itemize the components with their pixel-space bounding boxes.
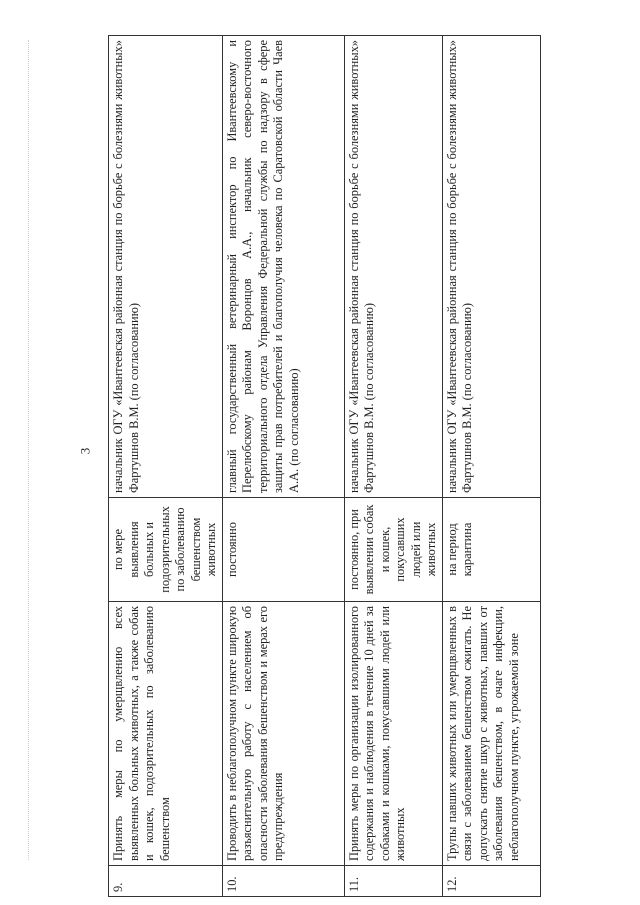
row-number: 12. <box>442 866 540 897</box>
responsible-cell: начальник ОГУ «Ивантеевская районная станция по борьбе с болезнями животных» Фартушнов В.М. (по согласованию) <box>442 36 540 498</box>
row-number: 11. <box>344 866 442 897</box>
table-row <box>109 36 223 897</box>
term-cell: постоянно, при выявлении собак и кошек, покусавших людей или животных <box>344 498 442 602</box>
action-cell: Принять меры по организации изолированного содержания и наблюдения в течение 10 дней за собаками и кошками, покусавшими людей или животных <box>344 602 442 866</box>
rotated-table-container <box>108 35 520 897</box>
margin-dotted-line <box>28 40 31 860</box>
action-cell: Принять меры по умерщвлению всех выявленных больных животных, а также собак и кошек, подозрительных по заболеванию бешенством <box>109 602 223 866</box>
term-cell: на период карантина <box>442 498 540 602</box>
responsible-cell: начальник ОГУ «Ивантеевская районная станция по борьбе с болезнями животных» Фартушнов В.М. (по согласованию) <box>344 36 442 498</box>
page-number: 3 <box>77 447 93 455</box>
row-number: 9. <box>109 866 223 897</box>
action-cell: Проводить в неблагополучном пункте широкую разъяснительную работу с населением об опасности заболевания бешенством и мерах его предупреждения <box>222 602 344 866</box>
measures-table <box>108 35 541 897</box>
term-cell: постоянно <box>222 498 344 602</box>
term-cell: по мере выявления больных и подозрительных по заболеванию бешенством животных <box>109 498 223 602</box>
row-number: 10. <box>222 866 344 897</box>
responsible-cell: главный государственный ветеринарный инспектор по Ивантеевскому и Перелюбскому районам Воронцов А.А., начальник северо-восточного территориального отдела Управления Федеральной службы по надзору в сфере защиты прав потребителей и благополучия человека по Саратовской области Чаев А.А. (по согласованию) <box>222 36 344 498</box>
table-row <box>344 36 442 897</box>
responsible-cell: начальник ОГУ «Ивантеевская районная станция по борьбе с болезнями животных» Фартушнов В.М. (по согласованию) <box>109 36 223 498</box>
action-cell: Трупы павших животных или умерщвленных в связи с заболеванием бешенством сжигать. Не допускать снятие шкур с животных, павших от заболевания бешенством, в очаге инфекции, неблагополучном пункте, угрожаемой зоне <box>442 602 540 866</box>
table-row <box>442 36 540 897</box>
table-row <box>222 36 344 897</box>
